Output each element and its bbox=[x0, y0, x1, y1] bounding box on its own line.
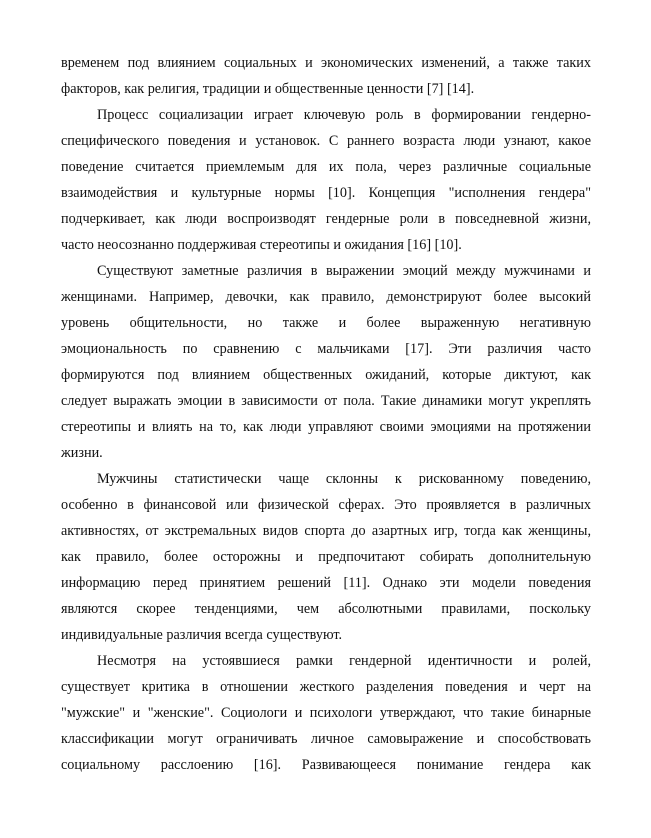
text-line: Существуют заметные различия в выражении эмоций между мужчинами и bbox=[97, 263, 591, 279]
text-line: специфического поведения и установок. С раннего возраста люди узнают, какое bbox=[61, 133, 591, 149]
text-line: Процесс социализации играет ключевую роль в формировании гендерно- bbox=[97, 107, 591, 123]
text-line: информацию перед принятием решений [11]. Однако эти модели поведения bbox=[61, 575, 591, 591]
paragraph-1 bbox=[61, 102, 591, 258]
text-line: формируются под влиянием общественных ожиданий, которые диктуют, как bbox=[61, 367, 591, 383]
text-line: взаимодействия и культурные нормы [10]. Концепция "исполнения гендера" bbox=[61, 185, 591, 201]
text-line: как правило, более осторожны и предпочитают собирать дополнительную bbox=[61, 549, 591, 565]
text-line: эмоциональность по сравнению с мальчиками [17]. Эти различия часто bbox=[61, 341, 591, 357]
text-line: существует критика в отношении жесткого разделения поведения и черт на bbox=[61, 679, 591, 695]
text-line: являются скорее тенденциями, чем абсолютными правилами, поскольку bbox=[61, 601, 591, 617]
text-line: часто неосознанно поддерживая стереотипы и ожидания [16] [10]. bbox=[61, 237, 462, 253]
text-line: классификации могут ограничивать личное самовыражение и способствовать bbox=[61, 731, 591, 747]
paragraph-4 bbox=[61, 648, 591, 778]
text-line: активностях, от экстремальных видов спорта до азартных игр, тогда как женщины, bbox=[61, 523, 591, 539]
text-line: женщинами. Например, девочки, как правило, демонстрируют более высокий bbox=[61, 289, 591, 305]
paragraph-2 bbox=[61, 258, 591, 466]
text-line: Мужчины статистически чаще склонны к рискованному поведению, bbox=[97, 471, 591, 487]
text-line: подчеркивает, как люди воспроизводят гендерные роли в повседневной жизни, bbox=[61, 211, 591, 227]
text-line: стереотипы и влиять на то, как люди управляют своими эмоциями на протяжении bbox=[61, 419, 591, 435]
text-line: особенно в финансовой или физической сферах. Это проявляется в различных bbox=[61, 497, 591, 513]
text-line: уровень общительности, но также и более выраженную негативную bbox=[61, 315, 591, 331]
paragraph-3 bbox=[61, 466, 591, 648]
text-line: временем под влиянием социальных и экономических изменений, а также таких bbox=[61, 55, 591, 71]
paragraph-0 bbox=[61, 50, 591, 102]
text-line: поведение считается приемлемым для их пола, через различные социальные bbox=[61, 159, 591, 175]
text-line: следует выражать эмоции в зависимости от пола. Такие динамики могут укреплять bbox=[61, 393, 591, 409]
text-line: индивидуальные различия всегда существуют. bbox=[61, 627, 343, 643]
text-line: факторов, как религия, традиции и общественные ценности [7] [14]. bbox=[61, 81, 475, 97]
text-line: "мужские" и "женские". Социологи и психологи утверждают, что такие бинарные bbox=[61, 705, 591, 721]
text-line: социальному расслоению [16]. Развивающееся понимание гендера как bbox=[61, 757, 591, 773]
text-line: жизни. bbox=[61, 445, 103, 461]
text-line: Несмотря на устоявшиеся рамки гендерной идентичности и ролей, bbox=[97, 653, 591, 669]
document-body bbox=[61, 50, 591, 778]
